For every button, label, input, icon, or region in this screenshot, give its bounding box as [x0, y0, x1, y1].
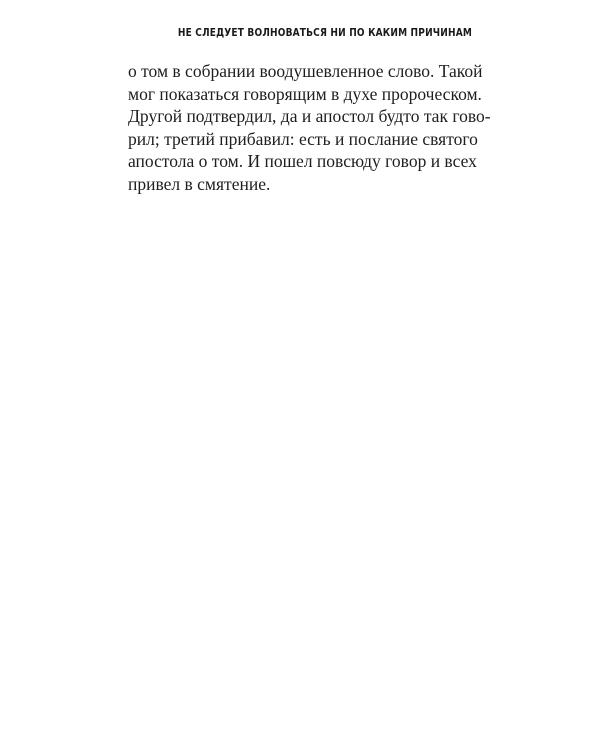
- text-line: о том в собрании воодушевленное слово. Такой: [128, 61, 483, 81]
- running-head: НЕ СЛЕДУЕТ ВОЛНОВАТЬСЯ НИ ПО КАКИМ ПРИЧИНАМ: [177, 27, 472, 39]
- text-line: привел в смятение.: [128, 173, 271, 194]
- text-line: рил; третий прибавил: есть и послание святого: [128, 128, 478, 149]
- text-line: мог показаться говорящим в духе пророческом.: [128, 83, 482, 104]
- text-line: апостола о том. И пошел повсюду говор и всех: [128, 151, 477, 171]
- text-line: Другой подтвердил, да и апостол будто так гово-: [128, 106, 491, 126]
- body-paragraph: [128, 60, 491, 195]
